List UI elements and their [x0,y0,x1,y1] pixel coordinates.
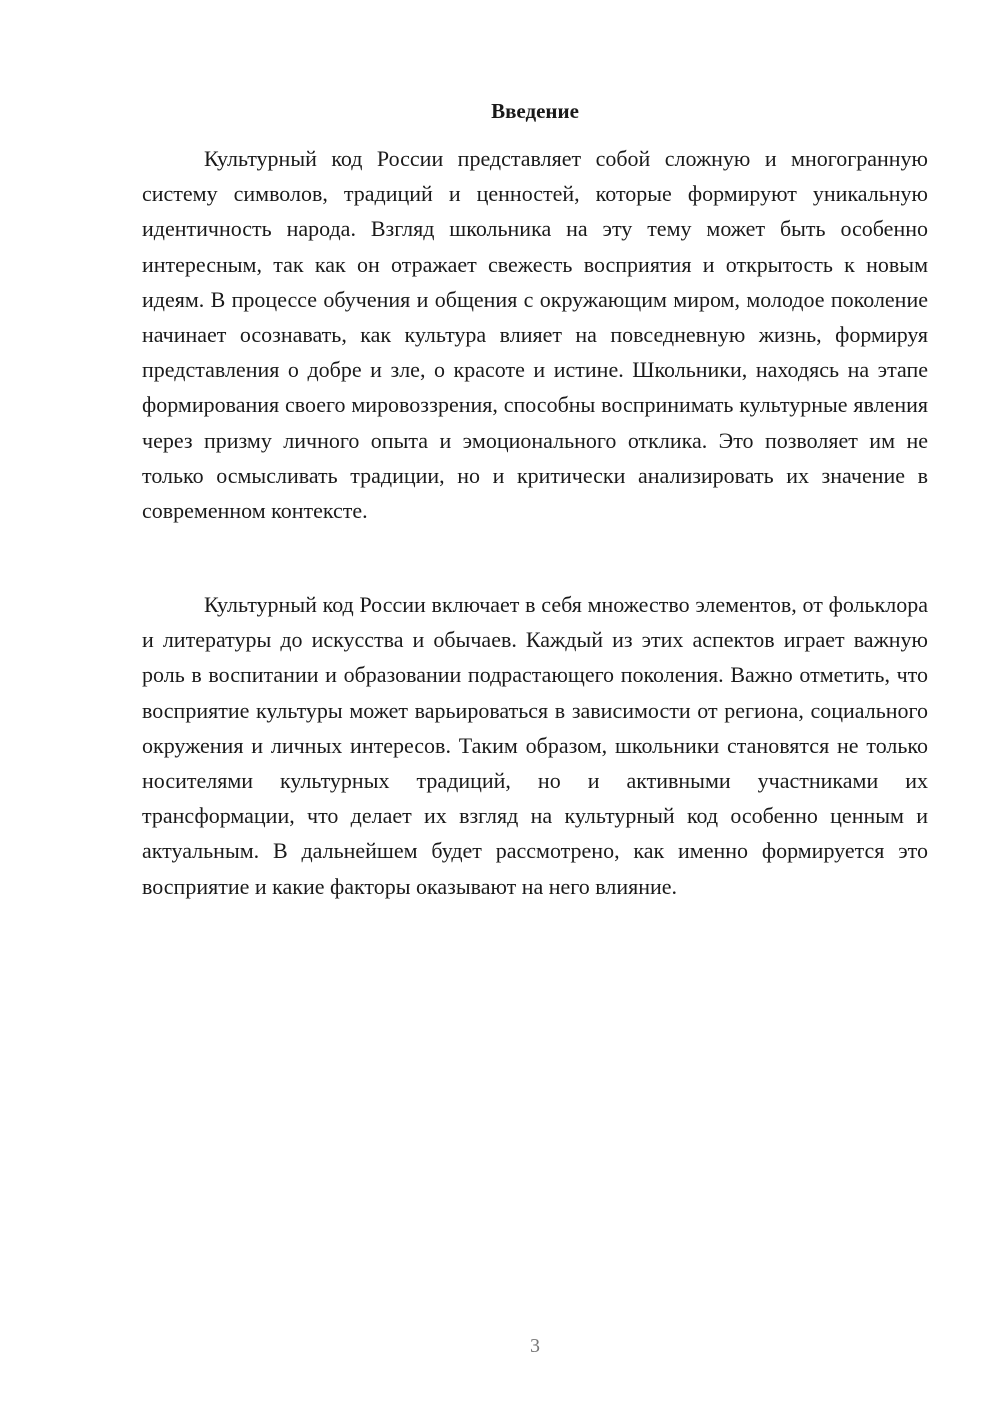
page-number: 3 [530,1335,540,1357]
body-paragraph-2: Культурный код России включает в себя множество элементов, от фольклора и литературы до искусства и обычаев. Каждый из этих аспектов играет важную роль в воспитании и образовании подрастающего поколения. Важно отметить, что восприятие культуры может варьироваться в зависимости от региона, социального окружения и личных интересов. Таким образом, школьники становятся не только носителями культурных традиций, но и активными участниками их трансформации, что делает их взгляд на культурный код особенно ценным и актуальным. В дальнейшем будет рассмотрено, как именно формируется это восприятие и какие факторы оказывают на него влияние. [142,592,928,899]
body-paragraph-1: Культурный код России представляет собой сложную и многогранную систему символов, традиций и ценностей, которые формируют уникальную идентичность народа. Взгляд школьника на эту тему может быть особенно интересным, так как он отражает свежесть восприятия и открытость к новым идеям. В процессе обучения и общения с окружающим миром, молодое поколение начинает осознавать, как культура влияет на повседневную жизнь, формируя представления о добре и зле, о красоте и истине. Школьники, находясь на этапе формирования своего мировоззрения, способны воспринимать культурные явления через призму личного опыта и эмоционального отклика. Это позволяет им не только осмысливать традиции, но и критически анализировать их значение в современном контексте. [142,146,928,524]
section-heading: Введение [491,99,579,123]
